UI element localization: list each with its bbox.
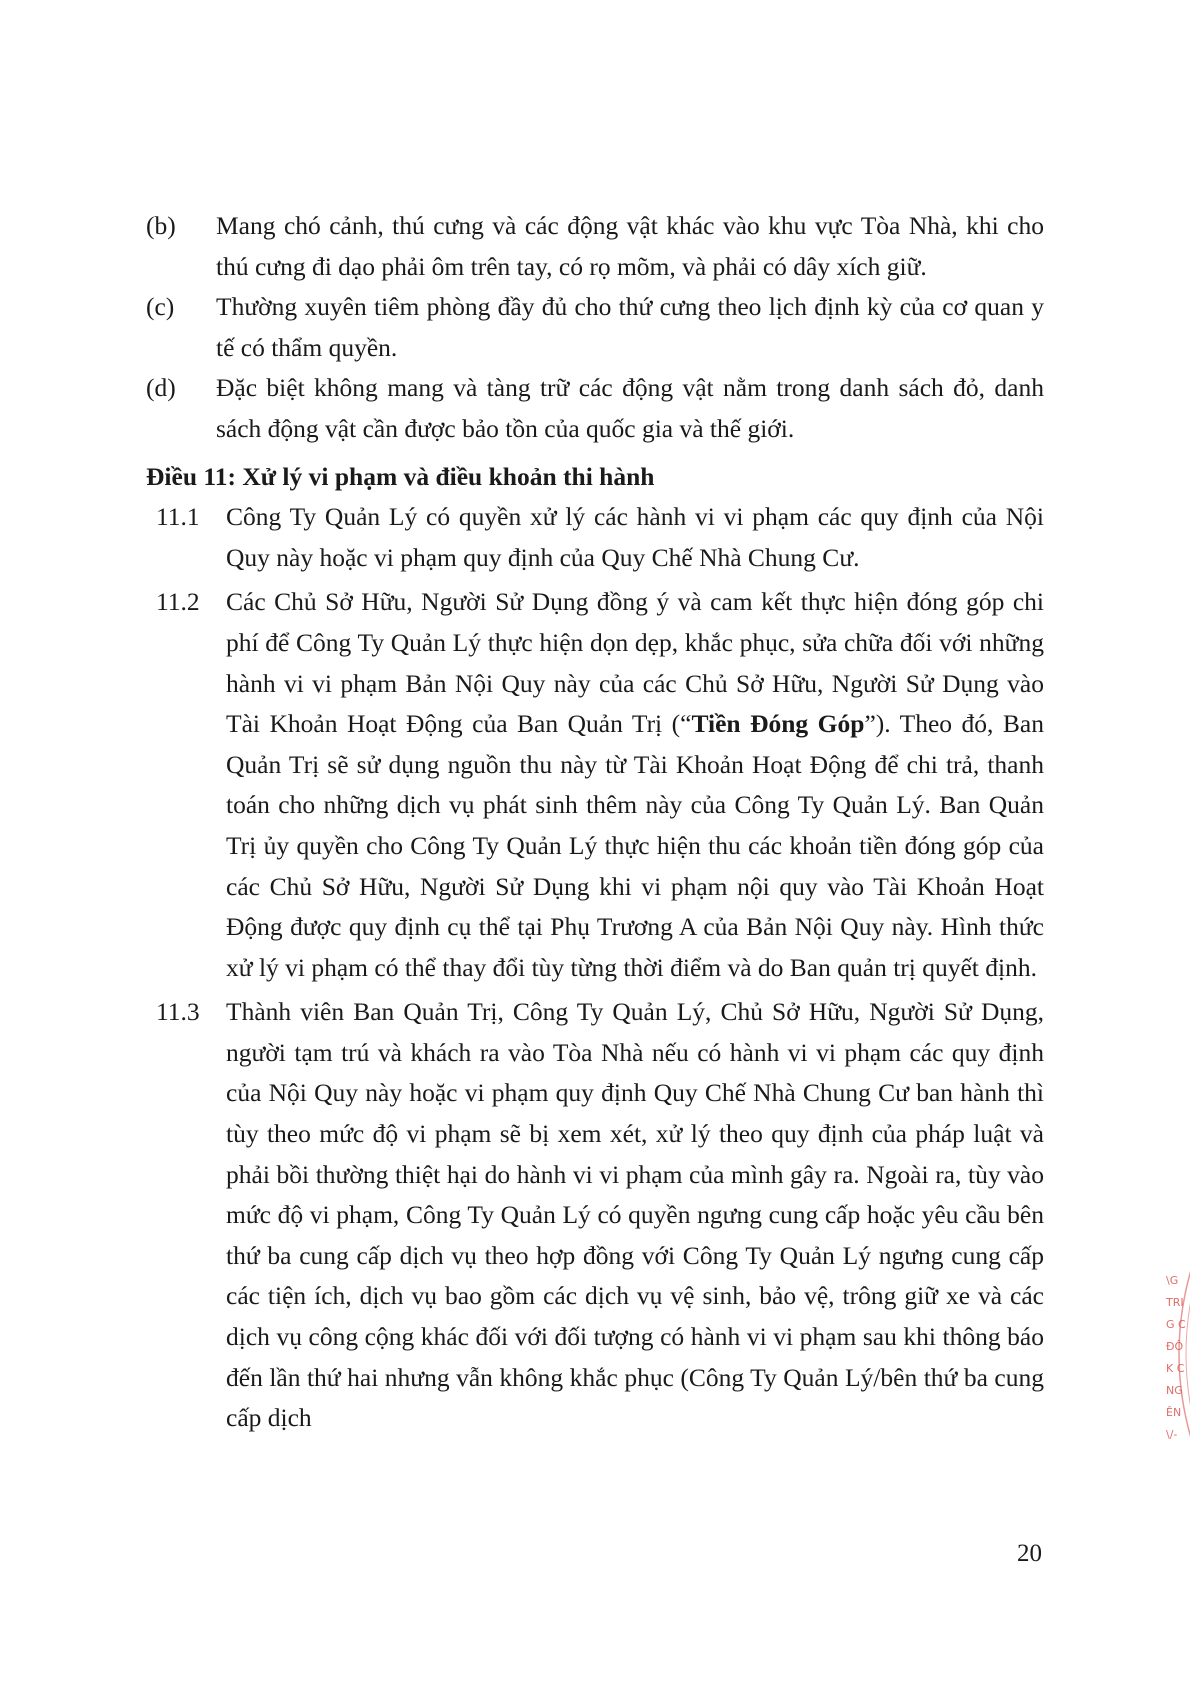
clause-list	[156, 497, 1044, 1439]
article-heading: Điều 11: Xử lý vi phạm và điều khoản thi hành	[146, 461, 655, 491]
document-body	[146, 206, 1044, 1443]
page-number: 20	[1017, 1540, 1042, 1567]
clause-11-2	[156, 582, 1044, 988]
clause-number: 11.3	[156, 997, 200, 1027]
clause-text: Thành viên Ban Quản Trị, Công Ty Quản Lý, Chủ Sở Hữu, Người Sử Dụng, người tạm trú và khách ra vào Tòa Nhà nếu có hành vi vi phạm các quy định của Nội Quy này hoặc vi phạm quy định Quy Chế Nhà Chung Cư ban hành thì tùy theo mức độ vi phạm sẽ bị xem xét, xử lý theo quy định của pháp luật và phải bồi thường thiệt hại do hành vi vi phạm của mình gây ra. Ngoài ra, tùy vào mức độ vi phạm, Công Ty Quản Lý có quyền ngưng cung cấp hoặc yêu cầu bên thứ ba cung cấp dịch vụ theo hợp đồng với Công Ty Quản Lý ngưng cung cấp các tiện ích, dịch vụ bao gồm các dịch vụ vệ sinh, bảo vệ, trông giữ xe và các dịch vụ công cộng khác đối với đối tượng có hành vi vi phạm sau khi thông báo đến lần thứ hai nhưng vẫn không khắc phục (Công Ty Quản Lý/bên thứ ba cung cấp dịch	[226, 997, 1044, 1433]
list-item-c	[146, 287, 1044, 368]
clause-11-3	[156, 992, 1044, 1439]
stamp-line: TRI	[1166, 1296, 1184, 1309]
list-item-text: Đặc biệt không mang và tàng trữ các động vật nằm trong danh sách đỏ, danh sách động vật cần được bảo tồn của quốc gia và thế giới.	[216, 373, 1044, 443]
list-item-d	[146, 368, 1044, 449]
clause-11-1	[156, 497, 1044, 578]
list-item-label: (c)	[146, 292, 175, 322]
stamp-text	[1166, 1270, 1190, 1446]
clause-number: 11.1	[156, 502, 200, 532]
stamp-line: \G	[1166, 1274, 1179, 1287]
stamp-line: NG	[1166, 1384, 1183, 1397]
stamp-line: G C	[1166, 1318, 1186, 1331]
clause-text-part: ”). Theo đó, Ban Quản Trị sẽ sử dụng nguồn thu này từ Tài Khoản Hoạt Động để chi trả, thanh toán cho những dịch vụ phát sinh thêm này của Công Ty Quản Lý. Ban Quản Trị ủy quyền cho Công Ty Quản Lý thực hiện thu các khoản tiền đóng góp của các Chủ Sở Hữu, Người Sử Dụng khi vi phạm nội quy vào Tài Khoản Hoạt Động được quy định cụ thể tại Phụ Trương A của Bản Nội Quy này. Hình thức xử lý vi phạm có thể thay đổi tùy từng thời điểm và do Ban quản trị quyết định.	[226, 709, 1044, 982]
defined-term: Tiền Đóng Góp	[691, 709, 865, 739]
list-item-text: Mang chó cảnh, thú cưng và các động vật khác vào khu vực Tòa Nhà, khi cho thú cưng đi dạo phải ôm trên tay, có rọ mõm, và phải có dây xích giữ.	[216, 211, 1044, 281]
list-item-label: (d)	[146, 373, 176, 403]
clause-number: 11.2	[156, 587, 200, 617]
clause-text: Công Ty Quản Lý có quyền xử lý các hành vi vi phạm các quy định của Nội Quy này hoặc vi phạm quy định của Quy Chế Nhà Chung Cư.	[226, 502, 1044, 572]
list-item-label: (b)	[146, 211, 176, 240]
stamp-line: K C	[1166, 1362, 1185, 1375]
clause-text-part: Các Chủ Sở Hữu, Người Sử Dụng đồng ý và cam kết thực hiện đóng góp chi phí để Công Ty Quản Lý thực hiện dọn dẹp, khắc phục, sửa chữa đối với những hành vi vi phạm Bản Nội Quy này của các Chủ Sở Hữu, Người Sử Dụng vào Tài Khoản Hoạt Động của Ban Quản Trị (“	[226, 587, 1044, 739]
clause-text	[226, 582, 1044, 988]
list-item-text: Thường xuyên tiêm phòng đầy đủ cho thứ cưng theo lịch định kỳ của cơ quan y tế có thẩm quyền.	[216, 292, 1044, 362]
stamp-line: ĐÔ	[1166, 1340, 1184, 1353]
stamp-line: ÊN	[1166, 1406, 1182, 1419]
stamp-line: \/-	[1166, 1428, 1178, 1441]
list-item-b	[146, 206, 1044, 287]
